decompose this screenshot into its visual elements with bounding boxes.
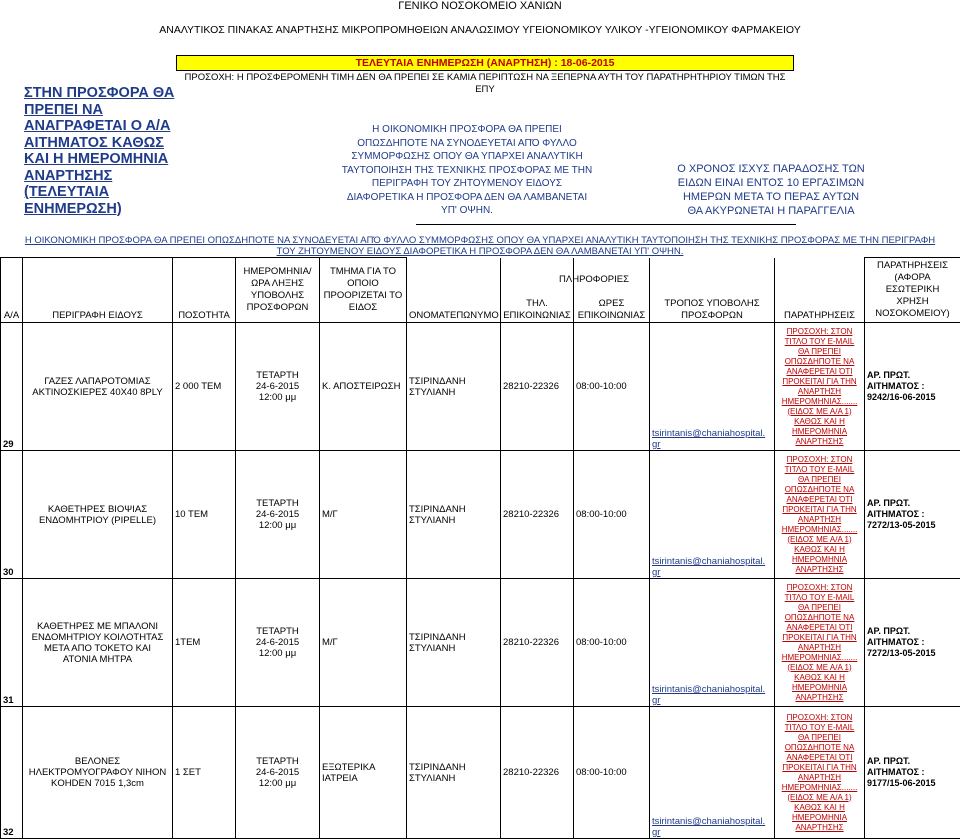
remark-warning-line: (ΕΙΔΟΣ ΜΕ Α/Α 1) (787, 534, 852, 544)
left-note-line: ΑΙΤΗΜΑΤΟΣ ΚΑΘΩΣ (24, 134, 164, 151)
remark-warning-line: ΑΝΑΦΕΡΕΤΑΙ ΌΤΙ (786, 366, 853, 376)
remark-warning-line: ΑΝΑΡΤΗΣΗ (797, 386, 842, 396)
compliance-note-line: ΥΠ' ΟΨΗΝ. (441, 205, 493, 216)
row-number: 32 (1, 707, 23, 839)
contact-name (407, 579, 501, 707)
remark-warning (775, 707, 865, 839)
email-link[interactable]: tsirintanis@chaniahospital. (652, 816, 766, 827)
col-remarks-internal (865, 258, 960, 323)
contact-name (407, 323, 501, 451)
item-quantity: 2 000 ΤΕΜ (173, 323, 236, 451)
contact-email (650, 707, 775, 839)
delivery-note-line: ΕΙΔΩΝ ΕΙΝΑΙ ΕΝΤΟΣ 10 ΕΡΓΑΣΙΜΩΝ (677, 177, 865, 189)
long-note-line-2: ΤΟΥ ΖΗΤΟΥΜΕΝΟΥ ΕΙΔΟΥΣ ΔΙΑΦΟΡΕΤΙΚΑ Η ΠΡΟΣΦΟΡΑ ΔΕΝ ΘΑ ΛΑΜΒΑΝΕΤΑΙ ΥΠ' ΟΨΗΝ. (276, 246, 684, 257)
remark-warning (775, 451, 865, 579)
col-department-line: ΠΡΟΟΡΙΖΕΤΑΙ ΤΟ (323, 290, 403, 301)
remark-warning-line: ΑΝΑΡΤΗΣΗΣ (795, 822, 844, 832)
item-description-line: ΑΚΤΙΝΟΣΚΙΕΡΕΣ 40Χ40 8PLY (32, 386, 163, 398)
remark-warning-line: ΗΜΕΡΟΜΗΝΙΑΣ....... (781, 524, 858, 534)
table-row (1, 707, 960, 839)
col-department-line: ΕΙΔΟΣ (348, 302, 378, 313)
deadline-line: 24-6-2015 (255, 381, 300, 392)
col-hours-line: ΕΠΙΚΟΙΝΩΝΙΑΣ (577, 310, 646, 321)
protocol-line: 7272/13-05-2015 (867, 648, 936, 658)
col-phone (501, 258, 574, 323)
remark-warning (775, 579, 865, 707)
col-remarks-internal-line: ΝΟΣΟΚΟΜΕΙΟΥ) (875, 308, 950, 319)
contact-hours: 08:00-10:00 (574, 451, 650, 579)
last-update-banner: ΤΕΛΕΥΤΑΙΑ ΕΝΗΜΕΡΩΣΗ (ΑΝΑΡΤΗΣΗ) : 18-06-2015 (176, 55, 794, 71)
col-deadline-line: ΠΡΟΣΦΟΡΩΝ (246, 302, 309, 313)
item-description (23, 323, 173, 451)
col-submission-line: ΤΡΟΠΟΣ ΥΠΟΒΟΛΗΣ (664, 298, 760, 309)
row-number: 30 (1, 451, 23, 579)
protocol-line: 9177/15-06-2015 (867, 778, 936, 788)
email-link[interactable]: gr (652, 827, 661, 838)
remark-warning-line: ΟΠΩΣΔΗΠΟΤΕ ΝΑ (784, 484, 855, 494)
contact-name (407, 451, 501, 579)
remark-warning-line: ΘΑ ΠΡΕΠΕΙ (798, 602, 841, 612)
protocol-line: ΑΙΤΗΜΑΤΟΣ : (867, 509, 925, 519)
procurement-table (0, 257, 960, 839)
contact-name-line: ΤΣΙΡΙΝΔΑΝΗ (409, 375, 466, 387)
submission-deadline (236, 451, 320, 579)
remark-warning-line: ΚΑΘΩΣ ΚΑΙ Η (794, 672, 845, 682)
contact-email (650, 323, 775, 451)
col-description: ΠΕΡΙΓΡΑΦΗ ΕΙΔΟΥΣ (23, 258, 173, 323)
deadline-line: 24-6-2015 (255, 509, 300, 520)
item-quantity: 1 ΣΕΤ (173, 707, 236, 839)
submission-deadline (236, 707, 320, 839)
deadline-line: ΤΕΤΑΡΤΗ (256, 626, 299, 637)
remark-warning-line: ΠΡΟΣΟΧΗ: ΣΤΟΝ (786, 582, 853, 592)
protocol-line: ΑΙΤΗΜΑΤΟΣ : (867, 637, 925, 647)
long-note-line-1: Η ΟΙΚΟΝΟΜΙΚΗ ΠΡΟΣΦΟΡΑ ΘΑ ΠΡΕΠΕΙ ΟΠΩΣΔΗΠΟΤΕ ΝΑ ΣΥΝΟΔΕΥΕΤΑΙ ΑΠΌ ΦΥΛΛΟ ΣΥΜΜΟΡΦΩΣΗΣ ΟΠΟΥ ΘΑ ΥΠΑΡΧΕΙ ΑΝΑΛΥΤΙΚΗ ΤΑΥΤΟΠΟΙΗΣΗ ΤΗΣ ΤΕΧΝΙΚΗΣ ΠΡΟΣΦΟΡΑΣ ΜΕ ΤΗΝ ΠΕΡΙΓΡΑΦΗ (24, 235, 936, 246)
item-description-line: ΗΛΕΚΤΡΟΜΥΟΓΡΑΦΟΥ NIHON (28, 767, 167, 778)
remark-warning-line: ΑΝΑΡΤΗΣΗΣ (795, 564, 844, 574)
col-deadline-line: ΥΠΟΒΟΛΗΣ (250, 290, 305, 301)
remark-warning-line: ΠΡΟΣΟΧΗ: ΣΤΟΝ (786, 712, 853, 722)
col-hours-line: ΩΡΕΣ (598, 298, 625, 309)
contact-name-line: ΤΣΙΡΙΝΔΑΝΗ (409, 503, 466, 515)
left-note-line: ΠΡΕΠΕΙ ΝΑ (24, 101, 103, 118)
deadline-line: ΤΕΤΑΡΤΗ (256, 370, 299, 381)
deadline-line: 24-6-2015 (255, 767, 300, 778)
contact-phone: 28210-22326 (501, 579, 574, 707)
col-remarks: ΠΑΡΑΤΗΡΗΣΕΙΣ (775, 258, 865, 323)
col-deadline-line: ΩΡΑ ΛΗΞΗΣ (251, 278, 304, 289)
contact-name (407, 707, 501, 839)
left-note (24, 85, 184, 217)
remark-warning-line: ΤΙΤΛΟ ΤΟΥ E-MAIL (784, 722, 855, 732)
deadline-line: 12:00 μμ (258, 648, 297, 659)
email-link[interactable]: gr (652, 439, 661, 450)
protocol-number (865, 323, 960, 451)
compliance-note-line: ΟΠΩΣΔΗΠΟΤΕ ΝΑ ΣΥΝΟΔΕΥΕΤΑΙ ΑΠΌ ΦΥΛΛΟ (357, 137, 577, 149)
remark-warning-line: ΗΜΕΡΟΜΗΝΙΑ (791, 682, 848, 692)
remark-warning-line: ΑΝΑΡΤΗΣΗ (797, 772, 842, 782)
compliance-note (318, 123, 616, 218)
col-submission-line: ΠΡΟΣΦΟΡΩΝ (681, 310, 743, 321)
protocol-line: ΑΡ. ΠΡΩΤ. (867, 626, 911, 636)
remark-warning-line: ΑΝΑΡΤΗΣΗ (797, 514, 842, 524)
remark-warning-line: (ΕΙΔΟΣ ΜΕ Α/Α 1) (787, 662, 852, 672)
col-submission (650, 258, 775, 323)
row-number: 29 (1, 323, 23, 451)
left-note-line: (ΤΕΛΕΥΤΑΙΑ (24, 184, 110, 200)
page-subtitle: ΑΝΑΛΥΤΙΚΟΣ ΠΙΝΑΚΑΣ ΑΝΑΡΤΗΣΗΣ ΜΙΚΡΟΠΡΟΜΗΘΕΙΩΝ ΑΝΑΛΩΣΙΜΟΥ ΥΓΕΙΟΝΟΜΙΚΟΥ ΥΛΙΚΟΥ -ΥΓΕΙΟΝΟΜΙΚΟΥ ΦΑΡΜΑΚΕΙΟΥ (159, 24, 801, 36)
hospital-name: ΓΕΝΙΚΟ ΝΟΣΟΚΟΜΕΙΟ ΧΑΝΙΩΝ (398, 0, 562, 12)
col-remarks-internal-line: ΧΡΗΣΗ (896, 296, 929, 307)
remark-warning-line: (ΕΙΔΟΣ ΜΕ Α/Α 1) (787, 792, 852, 802)
contact-phone: 28210-22326 (501, 707, 574, 839)
contact-name-line: ΤΣΙΡΙΝΔΑΝΗ (409, 631, 466, 643)
item-description-line: ΜΕΤΑ ΑΠΟ ΤΟΚΕΤΟ ΚΑΙ (44, 642, 151, 654)
contact-name-line: ΣΤΥΛΙΑΝΗ (409, 386, 456, 398)
submission-deadline (236, 323, 320, 451)
col-remarks-internal-line: ΕΣΩΤΕΡΙΚΗ (885, 284, 940, 295)
contact-hours: 08:00-10:00 (574, 579, 650, 707)
remark-warning-line: ΟΠΩΣΔΗΠΟΤΕ ΝΑ (784, 356, 855, 366)
col-deadline-line: ΗΜΕΡΟΜΗΝΙΑ/ (243, 266, 312, 277)
row-number: 31 (1, 579, 23, 707)
remark-warning-line: ΗΜΕΡΟΜΗΝΙΑΣ....... (781, 782, 858, 792)
remark-warning-line: ΤΙΤΛΟ ΤΟΥ E-MAIL (784, 592, 855, 602)
remark-warning (775, 323, 865, 451)
deadline-line: 12:00 μμ (258, 392, 297, 403)
compliance-note-line: ΣΥΜΜΟΡΦΩΣΗΣ ΟΠΟΥ ΘΑ ΥΠΑΡΧΕΙ ΑΝΑΛΥΤΙΚΗ (351, 151, 583, 162)
left-note-line: ΕΝΗΜΕΡΩΣΗ) (24, 200, 122, 217)
remark-warning-line: ΑΝΑΡΤΗΣΗ (797, 642, 842, 652)
contact-name-line: ΣΤΥΛΙΑΝΗ (409, 772, 456, 784)
table-row (1, 323, 960, 451)
item-description-line: ΒΕΛΟΝΕΣ (74, 756, 121, 767)
contact-hours: 08:00-10:00 (574, 323, 650, 451)
remark-warning-line: ΠΡΟΚΕΙΤΑΙ ΓΙΑ ΤΗΝ (782, 632, 857, 642)
protocol-number (865, 451, 960, 579)
deadline-line: ΤΕΤΑΡΤΗ (256, 756, 299, 767)
department: Κ. ΑΠΟΣΤΕΙΡΩΣΗ (320, 323, 407, 451)
separator-line (416, 224, 796, 225)
col-name-label: ΟΝΟΜΑΤΕΠΩΝΥΜΟ (409, 310, 499, 321)
remark-warning-line: (ΕΙΔΟΣ ΜΕ Α/Α 1) (787, 406, 852, 416)
contact-phone: 28210-22326 (501, 451, 574, 579)
compliance-note-line: Η ΟΙΚΟΝΟΜΙΚΗ ΠΡΟΣΦΟΡΑ ΘΑ ΠΡΕΠΕΙ (372, 124, 562, 135)
col-department (320, 258, 407, 323)
department: Μ/Γ (320, 579, 407, 707)
delivery-note (640, 162, 902, 218)
contact-name-line: ΣΤΥΛΙΑΝΗ (409, 514, 456, 526)
remark-warning-line: ΚΑΘΩΣ ΚΑΙ Η (794, 802, 845, 812)
remark-warning-line: ΠΡΟΣΟΧΗ: ΣΤΟΝ (786, 454, 853, 464)
remark-warning-line: ΗΜΕΡΟΜΗΝΙΑ (791, 812, 848, 822)
protocol-line: ΑΡ. ΠΡΩΤ. (867, 498, 911, 508)
contact-name-line: ΤΣΙΡΙΝΔΑΝΗ (409, 761, 466, 773)
item-description (23, 451, 173, 579)
remark-warning-line: ΠΡΟΣΟΧΗ: ΣΤΟΝ (786, 326, 853, 336)
deadline-line: 12:00 μμ (258, 778, 297, 789)
protocol-line: 7272/13-05-2015 (867, 520, 936, 530)
left-note-line: ΑΝΑΓΡΑΦΕΤΑΙ Ο Α/Α (24, 118, 171, 134)
contact-email (650, 451, 775, 579)
remark-warning-line: ΑΝΑΦΕΡΕΤΑΙ ΌΤΙ (786, 494, 853, 504)
remark-warning-line: ΠΡΟΚΕΙΤΑΙ ΓΙΑ ΤΗΝ (782, 504, 857, 514)
item-description-line: ΚΑΘΕΤΗΡΕΣ ΒΙΟΨΙΑΣ (47, 503, 148, 515)
item-description-line: KOHDEN 7015 1,3cm (51, 778, 144, 789)
delivery-note-line: ΘΑ ΑΚΥΡΩΝΕΤΑΙ Η ΠΑΡΑΓΓΕΛΙΑ (687, 205, 855, 217)
compliance-note-long (0, 235, 960, 257)
contact-hours: 08:00-10:00 (574, 707, 650, 839)
col-phone-line: ΤΗΛ. (526, 298, 548, 309)
remark-warning-line: ΗΜΕΡΟΜΗΝΙΑΣ....... (781, 396, 858, 406)
item-description (23, 579, 173, 707)
remark-warning-line: ΑΝΑΦΕΡΕΤΑΙ ΌΤΙ (786, 622, 853, 632)
remark-warning-line: ΗΜΕΡΟΜΗΝΙΑ (791, 554, 848, 564)
col-hours (574, 258, 650, 323)
item-description-line: ΑΤΟΝΙΑ ΜΗΤΡΑ (62, 653, 133, 665)
left-note-line: ΑΝΑΡΤΗΣΗΣ (24, 167, 113, 184)
item-description (23, 707, 173, 839)
col-phone-line: ΕΠΙΚΟΙΝΩΝΙΑΣ (503, 310, 571, 321)
protocol-number (865, 579, 960, 707)
item-quantity: 1ΤΕΜ (173, 579, 236, 707)
price-warning: ΠΡΟΣΟΧΗ: Η ΠΡΟΣΦΕΡΟΜΕΝΗ ΤΙΜΗ ΔΕΝ ΘΑ ΠΡΕΠΕΙ ΣΕ ΚΑΜΙΑ ΠΕΡΙΠΤΩΣΗ ΝΑ ΞΕΠΕΡΝΑ ΑΥΤΗ ΤΟΥ ΠΑΡΑΤΗΡΗΤΗΡΙΟΥ ΤΙΜΩΝ ΤΗΣ ΕΠΥ (184, 72, 786, 95)
delivery-note-line: ΗΜΕΡΩΝ ΜΕΤΑ ΤΟ ΠΕΡΑΣ ΑΥΤΩΝ (682, 191, 860, 203)
protocol-line: ΑΡ. ΠΡΩΤ. (867, 370, 911, 380)
contact-email (650, 579, 775, 707)
email-link[interactable]: tsirintanis@chaniahospital. (652, 684, 766, 695)
remark-warning-line: ΑΝΑΡΤΗΣΗΣ (795, 692, 844, 702)
table-row (1, 579, 960, 707)
submission-deadline (236, 579, 320, 707)
remark-warning-line: ΑΝΑΦΕΡΕΤΑΙ ΌΤΙ (786, 752, 853, 762)
email-link[interactable]: tsirintanis@chaniahospital. (652, 428, 766, 439)
remark-warning-line: ΤΙΤΛΟ ΤΟΥ E-MAIL (784, 336, 855, 346)
item-description-line: ΓΑΖΕΣ ΛΑΠΑΡΟΤΟΜΙΑΣ (44, 375, 151, 387)
email-link[interactable]: gr (652, 695, 661, 706)
remark-warning-line: ΟΠΩΣΔΗΠΟΤΕ ΝΑ (784, 612, 855, 622)
email-link[interactable]: tsirintanis@chaniahospital. (652, 556, 766, 567)
protocol-number (865, 707, 960, 839)
remark-warning-line: ΑΝΑΡΤΗΣΗΣ (795, 436, 844, 446)
remark-warning-line: ΟΠΩΣΔΗΠΟΤΕ ΝΑ (784, 742, 855, 752)
department: Μ/Γ (320, 451, 407, 579)
compliance-note-line: ΠΕΡΙΓΡΑΦΗ ΤΟΥ ΖΗΤΟΥΜΕΝΟΥ ΕΙΔΟΥΣ (371, 178, 563, 189)
delivery-note-line: Ο ΧΡΟΝΟΣ ΙΣΧΥΣ ΠΑΡΑΔΟΣΗΣ ΤΩΝ (677, 163, 865, 175)
protocol-line: ΑΡ. ΠΡΩΤ. (867, 756, 911, 766)
item-description-line: ΕΝΔΟΜΗΤΡΙΟΥ ΚΟΙΛΟΤΗΤΑΣ (31, 631, 164, 643)
item-quantity: 10 ΤΕΜ (173, 451, 236, 579)
deadline-line: ΤΕΤΑΡΤΗ (256, 498, 299, 509)
compliance-note-line: ΔΙΑΦΟΡΕΤΙΚΑ Η ΠΡΟΣΦΟΡΑ ΔΕΝ ΘΑ ΛΑΜΒΑΝΕΤΑΙ (346, 191, 588, 203)
remark-warning-line: ΗΜΕΡΟΜΗΝΙΑ (791, 426, 848, 436)
deadline-line: 12:00 μμ (258, 520, 297, 531)
remark-warning-line: ΘΑ ΠΡΕΠΕΙ (798, 346, 841, 356)
col-remarks-internal-line: ΠΑΡΑΤΗΡΗΣΕΙΣ (876, 260, 949, 271)
col-department-line: ΤΜΗΜΑ ΓΙΑ ΤΟ (329, 266, 397, 277)
department: ΕΞΩΤΕΡΙΚΑ ΙΑΤΡΕΙΑ (320, 707, 407, 839)
protocol-line: ΑΙΤΗΜΑΤΟΣ : (867, 767, 925, 777)
left-note-line: ΚΑΙ Η ΗΜΕΡΟΜΗΝΙΑ (24, 151, 169, 167)
table-row (1, 451, 960, 579)
item-description-line: ΚΑΘΕΤΗΡΕΣ ΜΕ ΜΠΑΛΟΝΙ (36, 620, 159, 632)
remark-warning-line: ΚΑΘΩΣ ΚΑΙ Η (794, 544, 845, 554)
item-description-line: ΕΝΔΟΜΗΤΡΙΟΥ (PIPELLE) (38, 514, 157, 526)
deadline-line: 24-6-2015 (255, 637, 300, 648)
left-note-line: ΣΤΗΝ ΠΡΟΣΦΟΡΑ ΘΑ (24, 85, 175, 101)
remark-warning-line: ΠΡΟΚΕΙΤΑΙ ΓΙΑ ΤΗΝ (782, 762, 857, 772)
remark-warning-line: ΗΜΕΡΟΜΗΝΙΑΣ....... (781, 652, 858, 662)
protocol-line: ΑΙΤΗΜΑΤΟΣ : (867, 381, 925, 391)
remark-warning-line: ΤΙΤΛΟ ΤΟΥ E-MAIL (784, 464, 855, 474)
email-link[interactable]: gr (652, 567, 661, 578)
contact-name-line: ΣΤΥΛΙΑΝΗ (409, 642, 456, 654)
contact-phone: 28210-22326 (501, 323, 574, 451)
col-remarks-internal-line: (ΑΦΟΡΑ (894, 272, 931, 283)
col-quantity: ΠΟΣΟΤΗΤΑ (173, 258, 236, 323)
remark-warning-line: ΘΑ ΠΡΕΠΕΙ (798, 732, 841, 742)
col-aa: Α/Α (1, 258, 23, 323)
col-department-line: ΟΠΟΙΟ (347, 278, 379, 289)
protocol-line: 9242/16-06-2015 (867, 392, 936, 402)
remark-warning-line: ΚΑΘΩΣ ΚΑΙ Η (794, 416, 845, 426)
compliance-note-line: ΤΑΥΤΟΠΟΙΗΣΗ ΤΗΣ ΤΕΧΝΙΚΗΣ ΠΡΟΣΦΟΡΑΣ ΜΕ ΤΗΝ (341, 164, 593, 176)
col-deadline (236, 258, 320, 323)
remark-warning-line: ΘΑ ΠΡΕΠΕΙ (798, 474, 841, 484)
remark-warning-line: ΠΡΟΚΕΙΤΑΙ ΓΙΑ ΤΗΝ (782, 376, 857, 386)
info-group-label: ΠΛΗΡΟΦΟΡΙΕΣ (559, 274, 629, 285)
